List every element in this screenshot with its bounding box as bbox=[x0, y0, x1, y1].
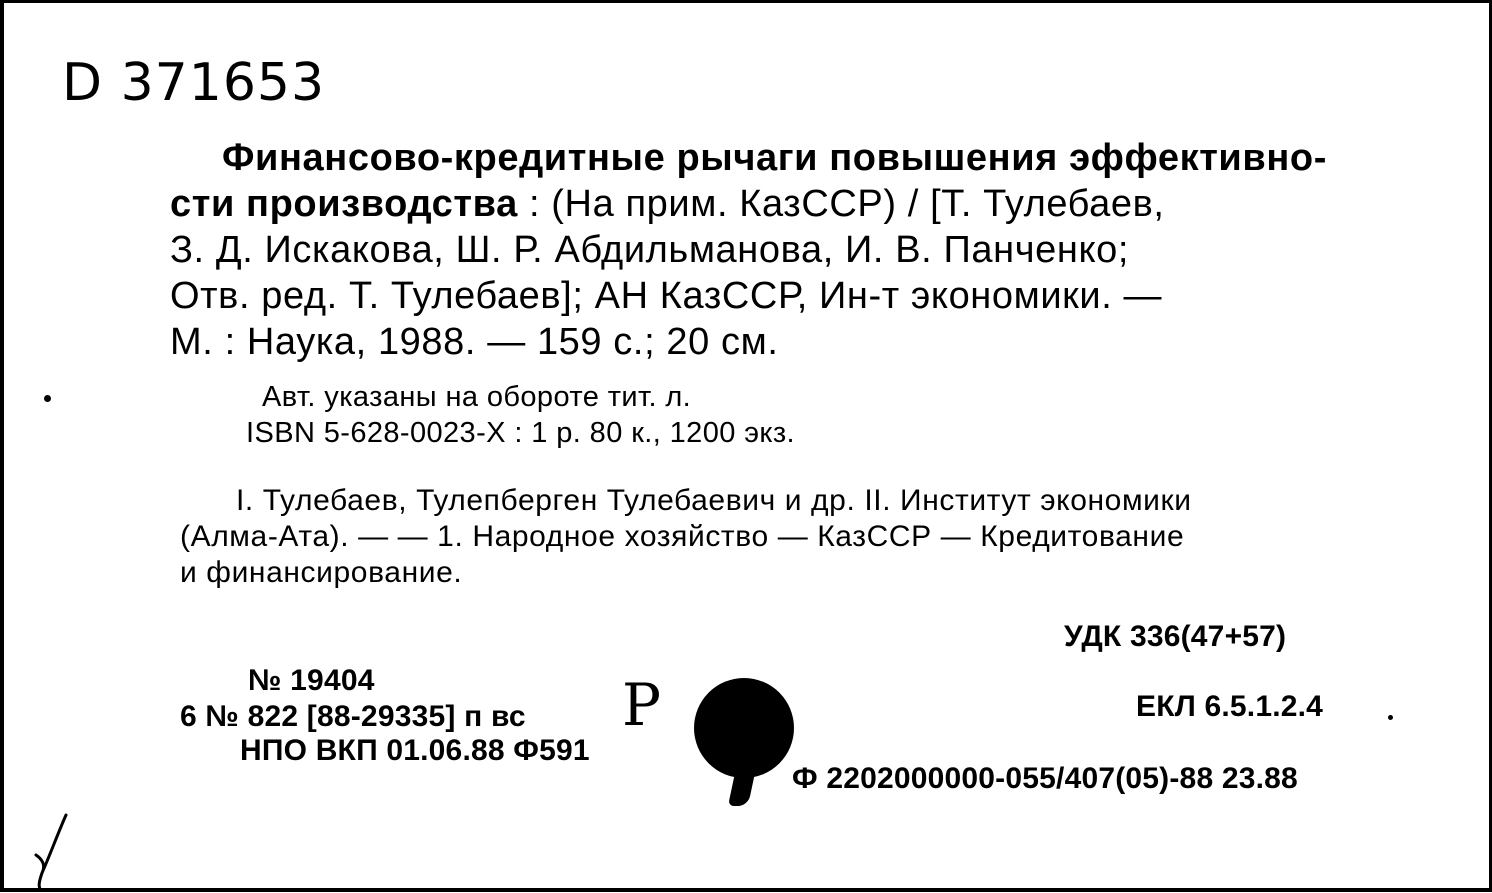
title-rest: Отв. ред. Т. Тулебаев]; АН КазССР, Ин-т экономики. — bbox=[170, 275, 1163, 317]
handwritten-mark-1 bbox=[32, 811, 72, 893]
ekl-code: ЕКЛ 6.5.1.2.4 bbox=[1136, 690, 1324, 723]
note-isbn: ISBN 5-628-0023-X : 1 р. 80 к., 1200 экз. bbox=[246, 417, 795, 449]
order-number: № 19404 bbox=[248, 664, 375, 697]
printer-line: НПО ВКП 01.06.88 Ф591 bbox=[240, 734, 590, 767]
subject-line-2: (Алма-Ата). — — 1. Народное хозяйство — КазССР — Кредитование bbox=[180, 520, 1185, 553]
title-rest: М. : Наука, 1988. — 159 с.; 20 см. bbox=[170, 321, 779, 363]
title-line-5 bbox=[170, 319, 779, 365]
margin-dot bbox=[44, 395, 51, 402]
title-line-4 bbox=[170, 273, 1162, 319]
stamp-letter: Р bbox=[622, 671, 662, 739]
title-rest: З. Д. Искакова, Ш. Р. Абдильманова, И. В. Панченко; bbox=[170, 229, 1129, 271]
subject-line-3: и финансирование. bbox=[180, 556, 463, 589]
order-line: 6 № 822 [88-29335] п вс bbox=[180, 700, 526, 733]
title-line-3 bbox=[170, 227, 1129, 273]
ink-seal-blot bbox=[694, 678, 794, 778]
title-bold: Финансово-кредитные рычаги повышения эффективно- bbox=[222, 137, 1327, 179]
udk-code: УДК 336(47+57) bbox=[1064, 620, 1287, 653]
title-rest: : (На прим. КазССР) / [Т. Тулебаев, bbox=[517, 183, 1165, 225]
margin-dot bbox=[1388, 715, 1393, 720]
note-authors: Авт. указаны на обороте тит. л. bbox=[262, 381, 692, 413]
call-number: D 371653 bbox=[62, 53, 326, 113]
title-line-2 bbox=[170, 181, 1165, 227]
title-bold: сти производства bbox=[170, 183, 518, 225]
index-code: Ф 2202000000-055/407(05)-88 23.88 bbox=[792, 762, 1298, 795]
subject-line-1: I. Тулебаев, Тулепберген Тулебаевич и др. II. Институт экономики bbox=[236, 484, 1192, 517]
title-line-1 bbox=[222, 135, 1327, 181]
